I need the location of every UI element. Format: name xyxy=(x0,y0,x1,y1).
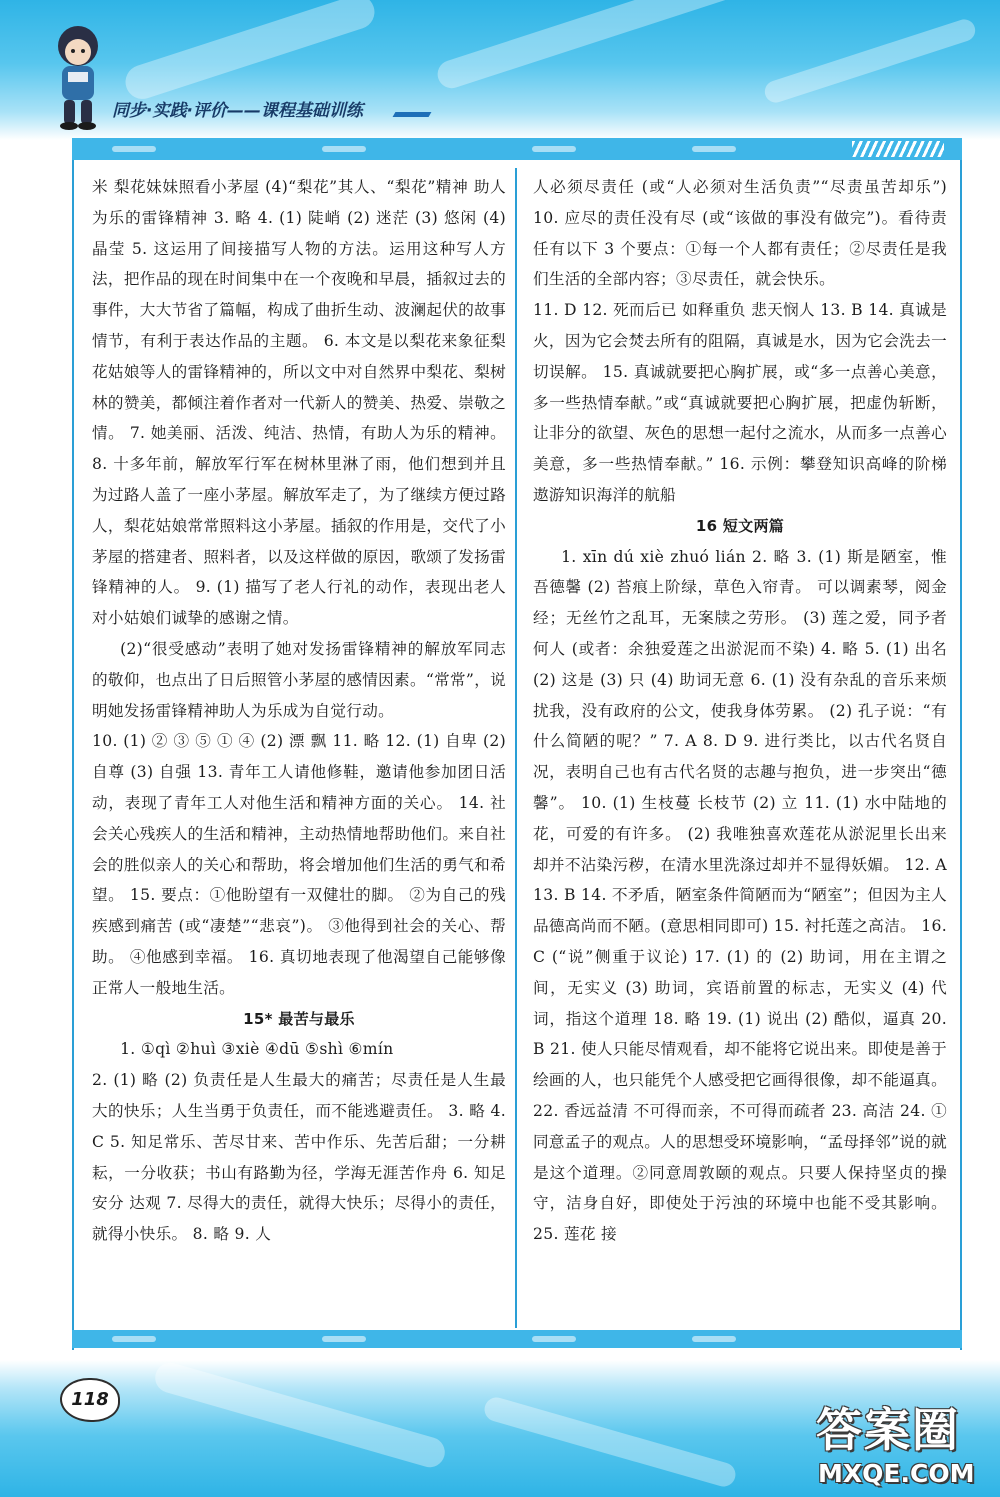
left-column xyxy=(92,172,506,1250)
section-heading: 15* 最苦与最乐 xyxy=(243,1009,355,1028)
answer-paragraph: 10. (1) ② ③ ⑤ ① ④ (2) 漂 飘 11. 略 12. (1) 自卑 (2) 自尊 (3) 自强 13. 青年工人请他修鞋，邀请他参加团日活动，表现了青年工人对他生活和精神方面的关心。 14. 社会关心残疾人的生活和精神，主动热情地帮助他们。来自社会的胜似亲人的关心和帮助，将会增加他们生活的勇气和希望。 15. 要点：①他盼望有一双健壮的脚。 ②为自己的残疾感到痛苦 (或“凄楚”“悲哀”)。 ③他得到社会的关心、帮助。 ④他感到幸福。 16. 真切地表现了他渴望自己能够像正常人一般地生活。 xyxy=(92,732,506,997)
right-column xyxy=(533,172,947,1250)
cartoon-mascot-icon xyxy=(50,20,106,132)
answer-paragraph: 2. (1) 略 (2) 负责任是人生最大的痛苦；尽责任是人生最大的快乐；人生当勇于负责任，而不能逃避责任。 3. 略 4. C 5. 知足常乐、苦尽甘来、苦中作乐、先苦后甜；一分耕耘，一分收获；书山有路勤为径，学海无涯苦作舟 6. 知足 安分 达观 7. 尽得大的责任，就得大快乐；尽得小的责任，就得小快乐。 8. 略 9. 人 xyxy=(92,1071,506,1244)
hatch-decoration-icon xyxy=(852,141,944,157)
page-number: 118 xyxy=(60,1378,120,1422)
answer-paragraph: (2)“很受感动”表明了她对发扬雷锋精神的解放军同志的敬仰，也点出了日后照管小茅屋的感情因素。“常常”，说明她发扬雷锋精神助人为乐成为自觉行动。 xyxy=(92,639,506,720)
series-title: 同步·实践·评价——课程基础训练 xyxy=(112,101,363,121)
title-arrow-icon xyxy=(393,112,432,117)
answer-paragraph: 1. ①qì ②huì ③xiè ④dū ⑤shì ⑥mín xyxy=(120,1040,394,1059)
answer-paragraph: 人必须尽责任 (或“人必须对生活负责”“尽责虽苦却乐”) 10. 应尽的责任没有尽 (或“该做的事没有做完”)。看待责任有以下 3 个要点：①每一个人都有责任；②尽责任是我们生活的全部内容；③尽责任，就会快乐。 xyxy=(533,178,947,289)
frame-bottom-bar xyxy=(72,1330,962,1348)
answer-paragraph: 米 梨花妹妹照看小茅屋 (4)“梨花”其人、“梨花”精神 助人为乐的雷锋精神 3. 略 4. (1) 陡峭 (2) 迷茫 (3) 悠闲 (4) 晶莹 5. 这运用了间接描写人物的方法。运用这种写人方法，把作品的现在时间集中在一个夜晚和早晨，插叙过去的事件，大大节省了篇幅，构成了曲折生动、波澜起伏的故事情节，有利于表达作品的主题。 6. 本文是以梨花来象征梨花姑娘等人的雷锋精神的，所以文中对自然界中梨花、梨树林的赞美，都倾注着作者对一代新人的赞美、热爱、崇敬之情。 7. 她美丽、活泼、纯洁、热情，有助人为乐的精神。 8. 十多年前，解放军行军在树林里淋了雨，他们想到并且为过路人盖了一座小茅屋。解放军走了，为了继续方便过路人，梨花姑娘常常照料这小茅屋。插叙的作用是，交代了小茅屋的搭建者、照料者，以及这样做的原因，歌颂了发扬雷锋精神的人。 9. (1) 描写了老人行礼的动作，表现出老人对小姑娘们诚挚的感谢之情。 xyxy=(92,178,506,628)
watermark-logo xyxy=(812,1402,988,1492)
column-divider xyxy=(515,168,517,1328)
watermark-main-text: 答案圈 xyxy=(816,1403,960,1457)
answer-paragraph: 1. xīn dú xiè zhuó lián 2. 略 3. (1) 斯是陋室，惟吾德馨 (2) 苔痕上阶绿，草色入帘青。 可以调素琴，阅金经；无丝竹之乱耳，无案牍之劳形。 (3) 莲之爱，同予者何人 (或者：余独爱莲之出淤泥而不染) 4. 略 5. (1) 出名 (2) 这是 (3) 只 (4) 助词无意 6. (1) 没有杂乱的音乐来烦扰我，没有政府的公文，使我身体劳累。 (2) 孔子说：“有什么简陋的呢？” 7. A 8. D 9. 进行类比，以古代名贤自况，表明自己也有古代名贤的志趣与抱负，进一步突出“德馨”。 10. (1) 生枝蔓 长枝节 (2) 立 11. (1) 水中陆地的花，可爱的有许多。 (2) 我唯独喜欢莲花从淤泥里长出来却并不沾染污秽，在清水里洗涤过却并不显得妖媚。 12. A 13. B 14. 不矛盾，陋室条件简陋而为“陋室”；但因为主人品德高尚而不陋。(意思相同即可) 15. 衬托莲之高洁。 16. C (“说”侧重于议论) 17. (1) 的 (2) 助词，用在主谓之间，无实义 (3) 助词，宾语前置的标志，无实义 (4) 代词，指这个道理 18. 略 19. (1) 说出 (2) 酷似，逼真 20. B 21. 使人只能尽情观看，却不能将它说出来。即使是善于绘画的人，也只能凭个人感受把它画得很像，却不能逼真。 22. 香远益清 不可得而亲，不可得而疏者 23. 高洁 24. ①同意孟子的观点。人的思想受环境影响，“孟母择邻”说的就是这个道理。②同意周敦颐的观点。只要人保持坚贞的操守，洁身自好，即使处于污浊的环境中也能不受其影响。 25. 莲花 接 xyxy=(533,547,947,1244)
frame-top-bar xyxy=(72,138,962,160)
watermark-url-text: MXQE.COM xyxy=(818,1459,975,1488)
section-heading: 16 短文两篇 xyxy=(695,516,785,535)
answer-paragraph: 11. D 12. 死而后已 如释重负 悲天悯人 13. B 14. 真诚是火，因为它会焚去所有的阻隔，真诚是水，因为它会洗去一切误解。 15. 真诚就要把心胸扩展，或“多一点善心美意，多一些热情奉献。”或“真诚就要把心胸扩展，把虚伪斩断，让非分的欲望、灰色的思想一起付之流水，从而多一点善心美意，多一些热情奉献。” 16. 示例：攀登知识高峰的阶梯 遨游知识海洋的航船 xyxy=(533,301,947,504)
